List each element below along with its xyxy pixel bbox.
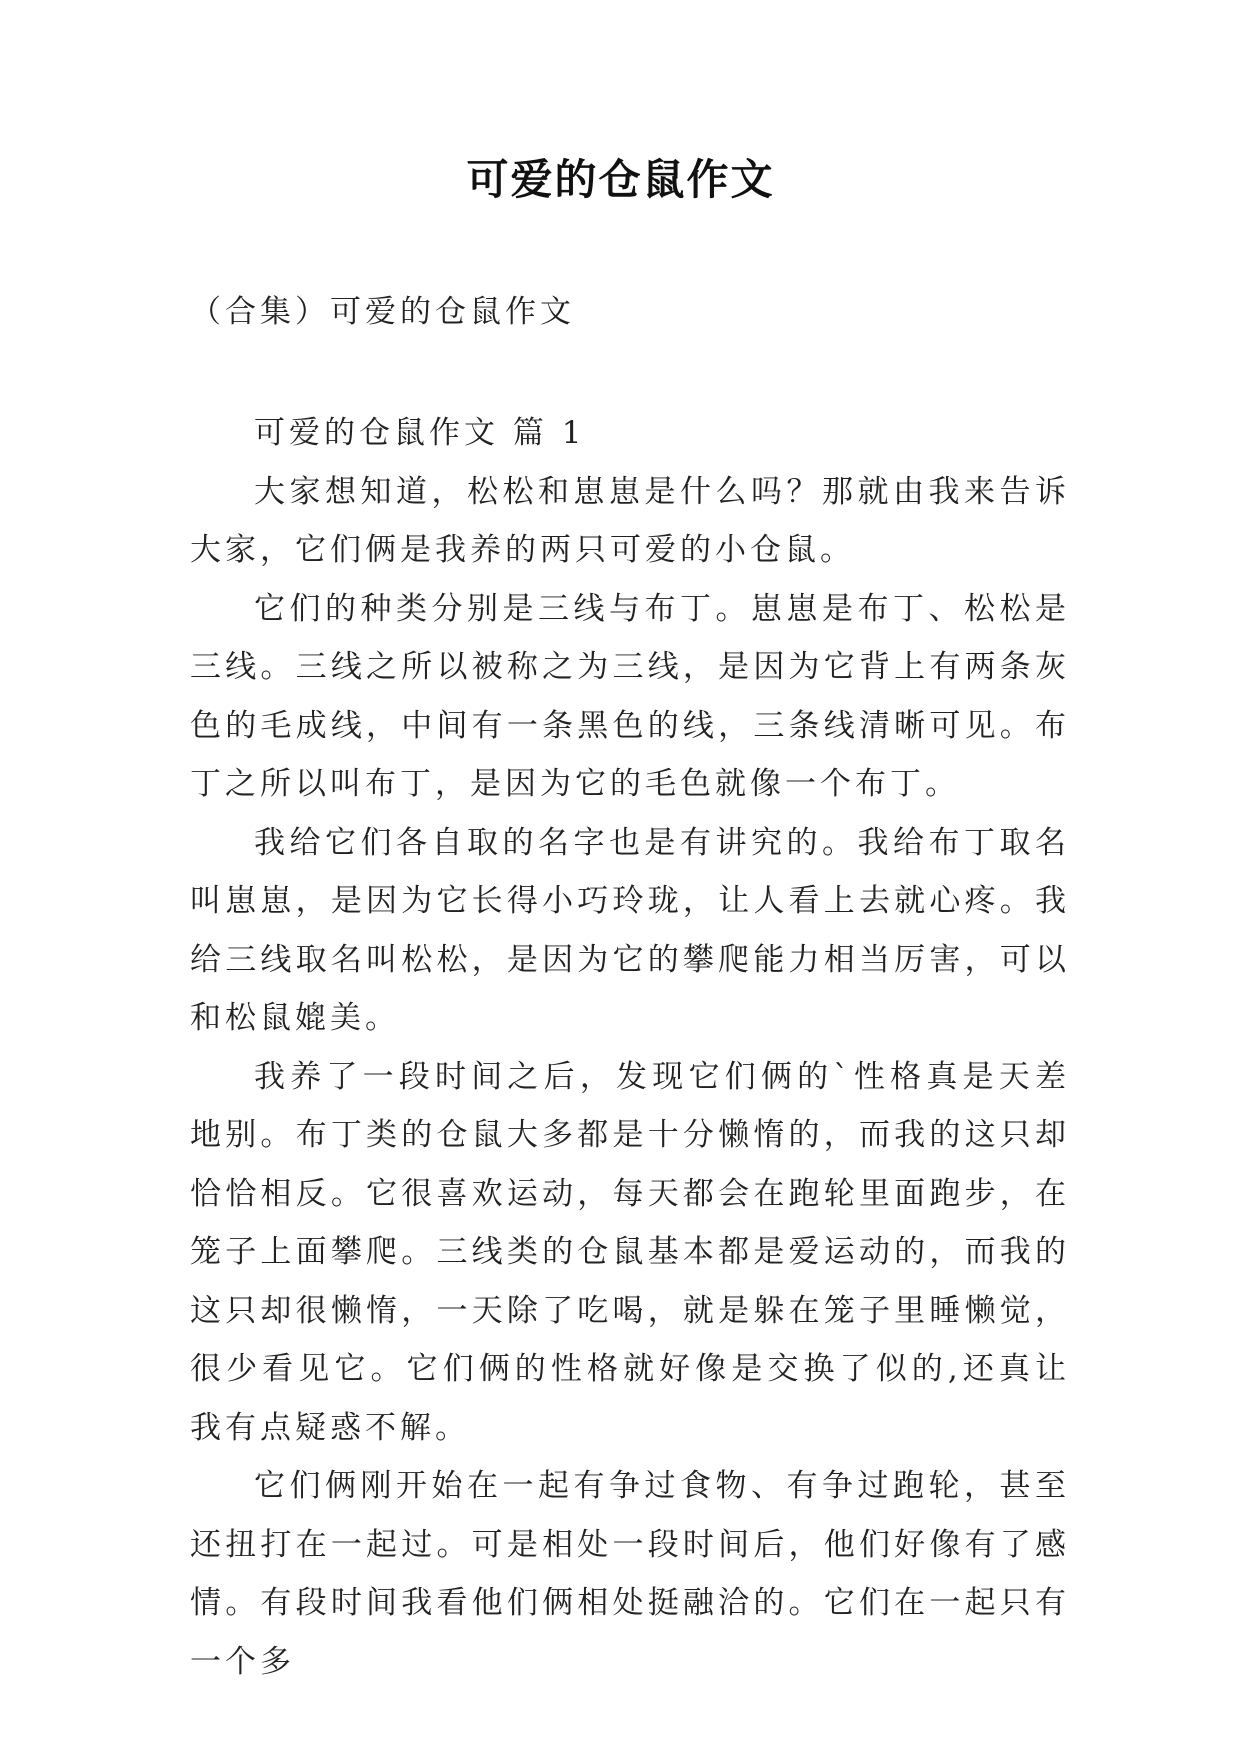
document-body bbox=[190, 404, 1070, 1691]
body-paragraph: 它们俩刚开始在一起有争过食物、有争过跑轮，甚至还扭打在一起过。可是相处一段时间后，他们好像有了感情。有段时间我看他们俩相处挺融洽的。它们在一起只有一个多 bbox=[190, 1468, 1070, 1680]
document-subtitle: （合集）可爱的仓鼠作文 bbox=[190, 294, 575, 330]
body-paragraph: 大家想知道，松松和崽崽是什么吗？那就由我来告诉大家，它们俩是我养的两只可爱的小仓鼠。 bbox=[190, 473, 1070, 568]
document-title: 可爱的仓鼠作文 bbox=[466, 155, 775, 204]
body-paragraph: 它们的种类分别是三线与布丁。崽崽是布丁、松松是三线。三线之所以被称之为三线，是因为它背上有两条灰色的毛成线，中间有一条黑色的线，三条线清晰可见。布丁之所以叫布丁，是因为它的毛色就像一个布丁。 bbox=[190, 590, 1070, 802]
body-paragraph: 我给它们各自取的名字也是有讲究的。我给布丁取名叫崽崽，是因为它长得小巧玲珑，让人看上去就心疼。我给三线取名叫松松，是因为它的攀爬能力相当厉害，可以和松鼠媲美。 bbox=[190, 824, 1070, 1036]
section-heading: 可爱的仓鼠作文 篇 1 bbox=[254, 415, 586, 451]
body-paragraph: 我养了一段时间之后，发现它们俩的`性格真是天差地别。布丁类的仓鼠大多都是十分懒惰的，而我的这只却恰恰相反。它很喜欢运动，每天都会在跑轮里面跑步，在笼子上面攀爬。三线类的仓鼠基本都是爱运动的，而我的这只却很懒惰，一天除了吃喝，就是躲在笼子里睡懒觉，很少看见它。它们俩的性格就好像是交换了似的,还真让我有点疑惑不解。 bbox=[190, 1058, 1070, 1446]
